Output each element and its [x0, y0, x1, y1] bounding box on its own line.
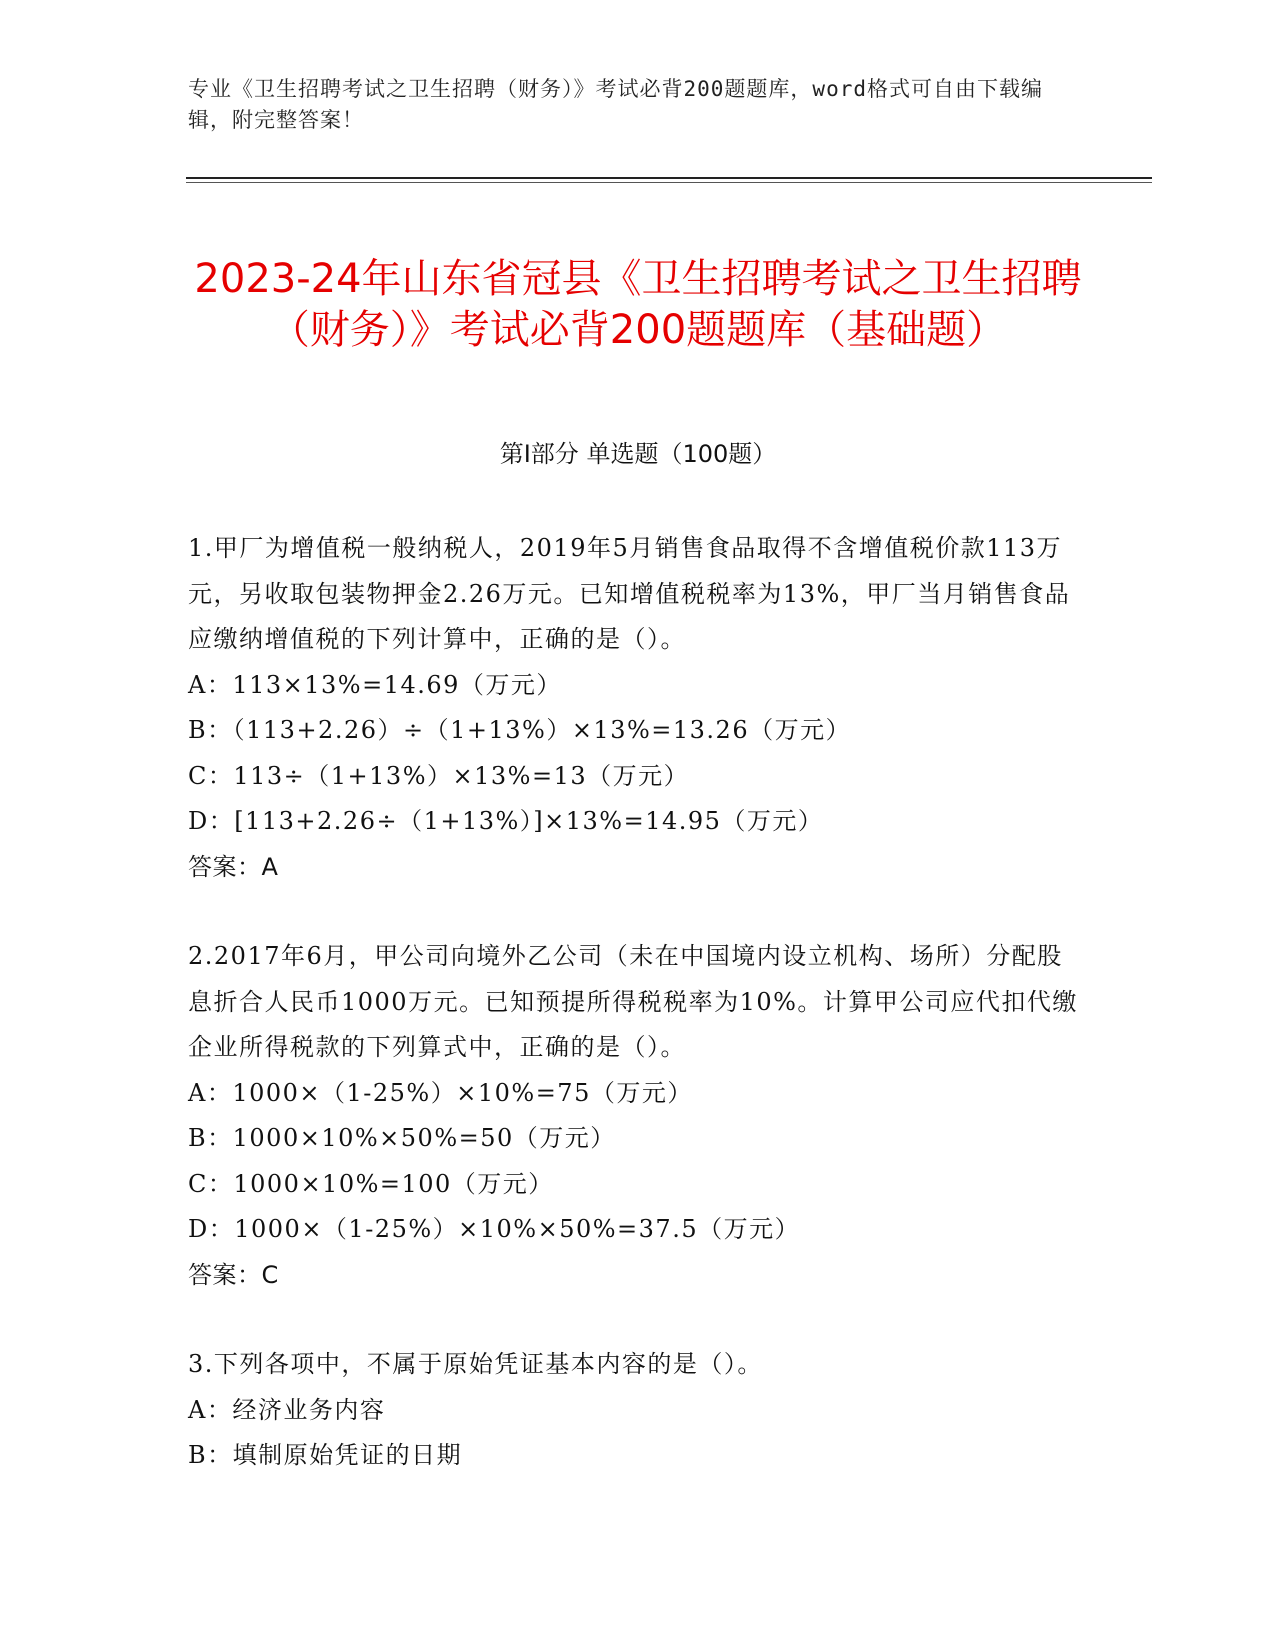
option-d: D：1000×（1-25%）×10%×50%=37.5（万元） — [188, 1215, 801, 1243]
section-heading: 第I部分 单选题（100题） — [499, 440, 777, 468]
option-b: B：填制原始凭证的日期 — [188, 1441, 463, 1469]
option-d: D：[113+2.26÷（1+13%）]×13%=14.95（万元） — [188, 807, 824, 835]
answer-line: 答案：A — [188, 852, 279, 881]
question-1 — [188, 526, 1088, 890]
question-list — [188, 526, 1088, 1523]
document-title: 2023-24年山东省冠县《卫生招聘考试之卫生招聘（财务）》考试必背200题题库（基础题） — [194, 255, 1082, 353]
question-stem: 2.2017年6月，甲公司向境外乙公司（未在中国境内设立机构、场所）分配股息折合人民币1000万元。已知预提所得税税率为10%。计算甲公司应代扣代缴企业所得税款的下列算式中，正确的是（）。 — [188, 942, 1078, 1061]
question-stem: 1.甲厂为增值税一般纳税人，2019年5月销售食品取得不含增值税价款113万元，另收取包装物押金2.26万元。已知增值税税率为13%，甲厂当月销售食品应缴纳增值税的下列计算中，正确的是（）。 — [188, 534, 1071, 653]
question-stem: 3.下列各项中，不属于原始凭证基本内容的是（）。 — [188, 1350, 763, 1378]
option-b: B：1000×10%×50%=50（万元） — [188, 1124, 616, 1152]
question-3 — [188, 1342, 1088, 1479]
header-divider-thin — [186, 182, 1152, 183]
option-b: B：（113+2.26）÷（1+13%）×13%=13.26（万元） — [188, 716, 852, 744]
option-a: A：1000×（1-25%）×10%=75（万元） — [188, 1078, 693, 1107]
answer-line: 答案：C — [188, 1260, 279, 1289]
option-a: A：经济业务内容 — [188, 1395, 386, 1424]
header-note: 专业《卫生招聘考试之卫生招聘（财务）》考试必背200题题库，word格式可自由下载编辑，附完整答案！ — [188, 77, 1043, 132]
option-c: C：1000×10%=100（万元） — [188, 1169, 554, 1198]
option-a: A：113×13%=14.69（万元） — [188, 670, 562, 699]
option-c: C：113÷（1+13%）×13%=13（万元） — [188, 761, 690, 790]
question-2 — [188, 934, 1088, 1298]
header-divider-thick — [186, 177, 1152, 179]
